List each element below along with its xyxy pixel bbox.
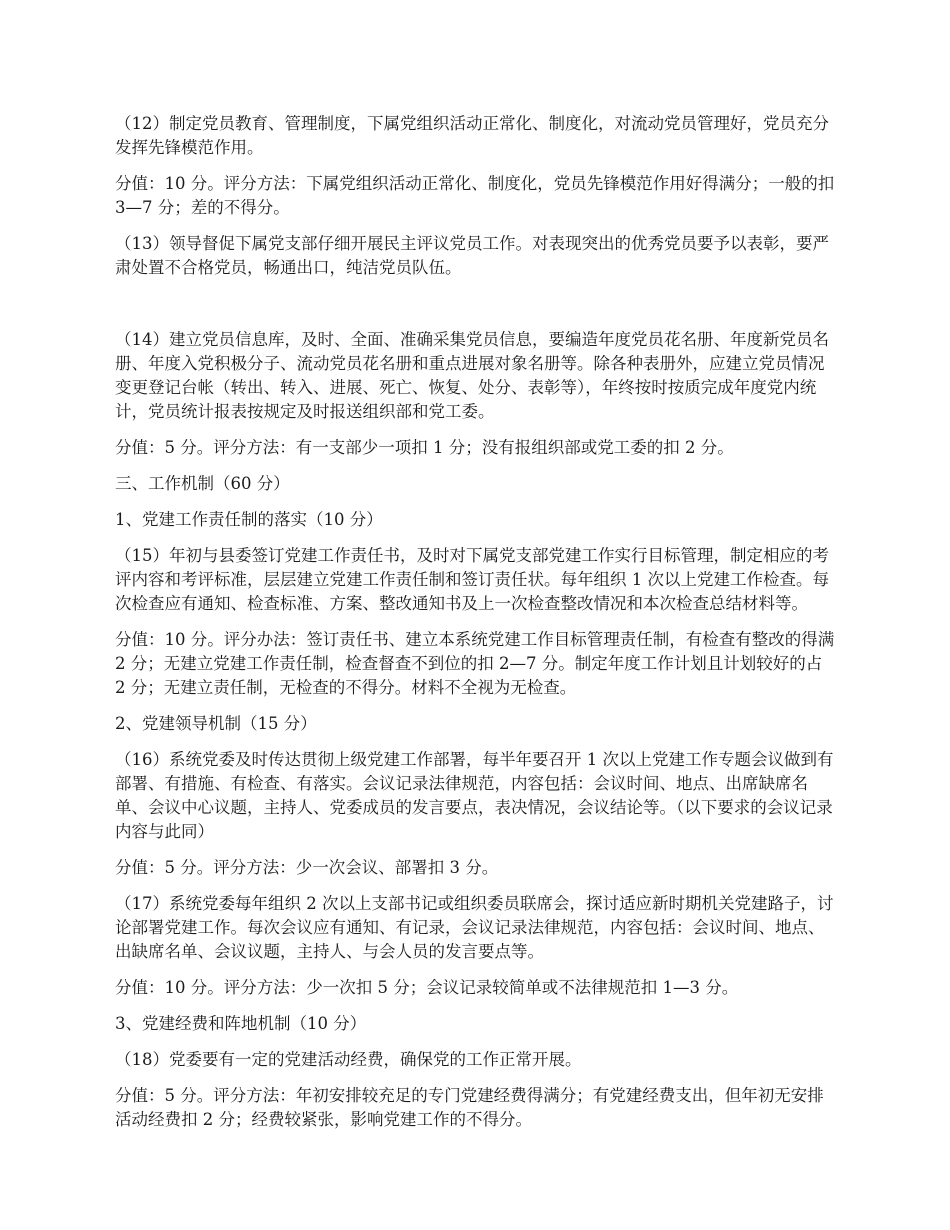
section-heading-work-mechanism: 三、工作机制（60 分） [115, 474, 290, 493]
subsection-heading-3: 3、党建经费和阵地机制（10 分） [115, 1014, 367, 1033]
paragraph-17: （17）系统党委每年组织 2 次以上支部书记或组织委员联席会，探讨适应新时期机关党建路子，讨论部署党建工作。每次会议应有通知、有记录，会议记录法律规范，内容包括：会议时间、地点、出缺席名单、会议议题，主持人、与会人员的发言要点等。 [115, 894, 834, 961]
paragraph-14: （14）建立党员信息库，及时、全面、准确采集党员信息，要编造年度党员花名册、年度新党员名册、年度入党积极分子、流动党员花名册和重点进展对象名册等。除各种表册外，应建立党员情况变更登记台帐（转出、转入、进展、死亡、恢复、处分、表彰等），年终按时按质完成年度党内统计，党员统计报表按规定及时报送组织部和党工委。 [115, 330, 829, 421]
paragraph-16: （16）系统党委及时传达贯彻上级党建工作部署，每半年要召开 1 次以上党建工作专题会议做到有部署、有措施、有检查、有落实。会议记录法律规范，内容包括：会议时间、地点、出席缺席名单、会议中心议题，主持人、党委成员的发言要点，表决情况，会议结论等。（以下要求的会议记录内容与此同） [115, 750, 834, 841]
subsection-heading-1: 1、党建工作责任制的落实（10 分） [115, 510, 383, 529]
subsection-heading-2: 2、党建领导机制（15 分） [115, 714, 317, 733]
score-17: 分值：10 分。评分方法：少一次扣 5 分；会议记录较简单或不法律规范扣 1—3 分。 [115, 978, 739, 997]
score-15: 分值：10 分。评分办法：签订责任书、建立本系统党建工作目标管理责任制，有检查有整改的得满 2 分；无建立党建工作责任制，检查督查不到位的扣 2—7 分。制定年度工作计划且计划较好的占 2 分；无建立责任制，无检查的不得分。材料不全视为无检查。 [115, 630, 840, 697]
score-18: 分值：5 分。评分方法：年初安排较充足的专门党建经费得满分；有党建经费支出，但年初无安排活动经费扣 2 分；经费较紧张，影响党建工作的不得分。 [115, 1086, 824, 1129]
paragraph-15: （15）年初与县委签订党建工作责任书，及时对下属党支部党建工作实行目标管理，制定相应的考评内容和考评标准，层层建立党建工作责任制和签订责任状。每年组织 1 次以上党建工作检查。每次检查应有通知、检查标准、方案、整改通知书及上一次检查整改情况和本次检查总结材料等。 [115, 546, 829, 613]
paragraph-18: （18）党委要有一定的党建活动经费，确保党的工作正常开展。 [115, 1050, 582, 1069]
paragraph-13: （13）领导督促下属党支部仔细开展民主评议党员工作。对表现突出的优秀党员要予以表彰，要严肃处置不合格党员，畅通出口，纯洁党员队伍。 [115, 234, 829, 277]
score-14: 分值：5 分。评分方法：有一支部少一项扣 1 分；没有报组织部或党工委的扣 2 分。 [115, 438, 734, 457]
paragraph-12: （12）制定党员教育、管理制度，下属党组织活动正常化、制度化，对流动党员管理好，党员充分发挥先锋模范作用。 [115, 114, 829, 157]
score-12: 分值：10 分。评分方法：下属党组织活动正常化、制度化，党员先锋模范作用好得满分；一般的扣 3—7 分；差的不得分。 [115, 174, 840, 217]
score-16: 分值：5 分。评分方法：少一次会议、部署扣 3 分。 [115, 858, 499, 877]
